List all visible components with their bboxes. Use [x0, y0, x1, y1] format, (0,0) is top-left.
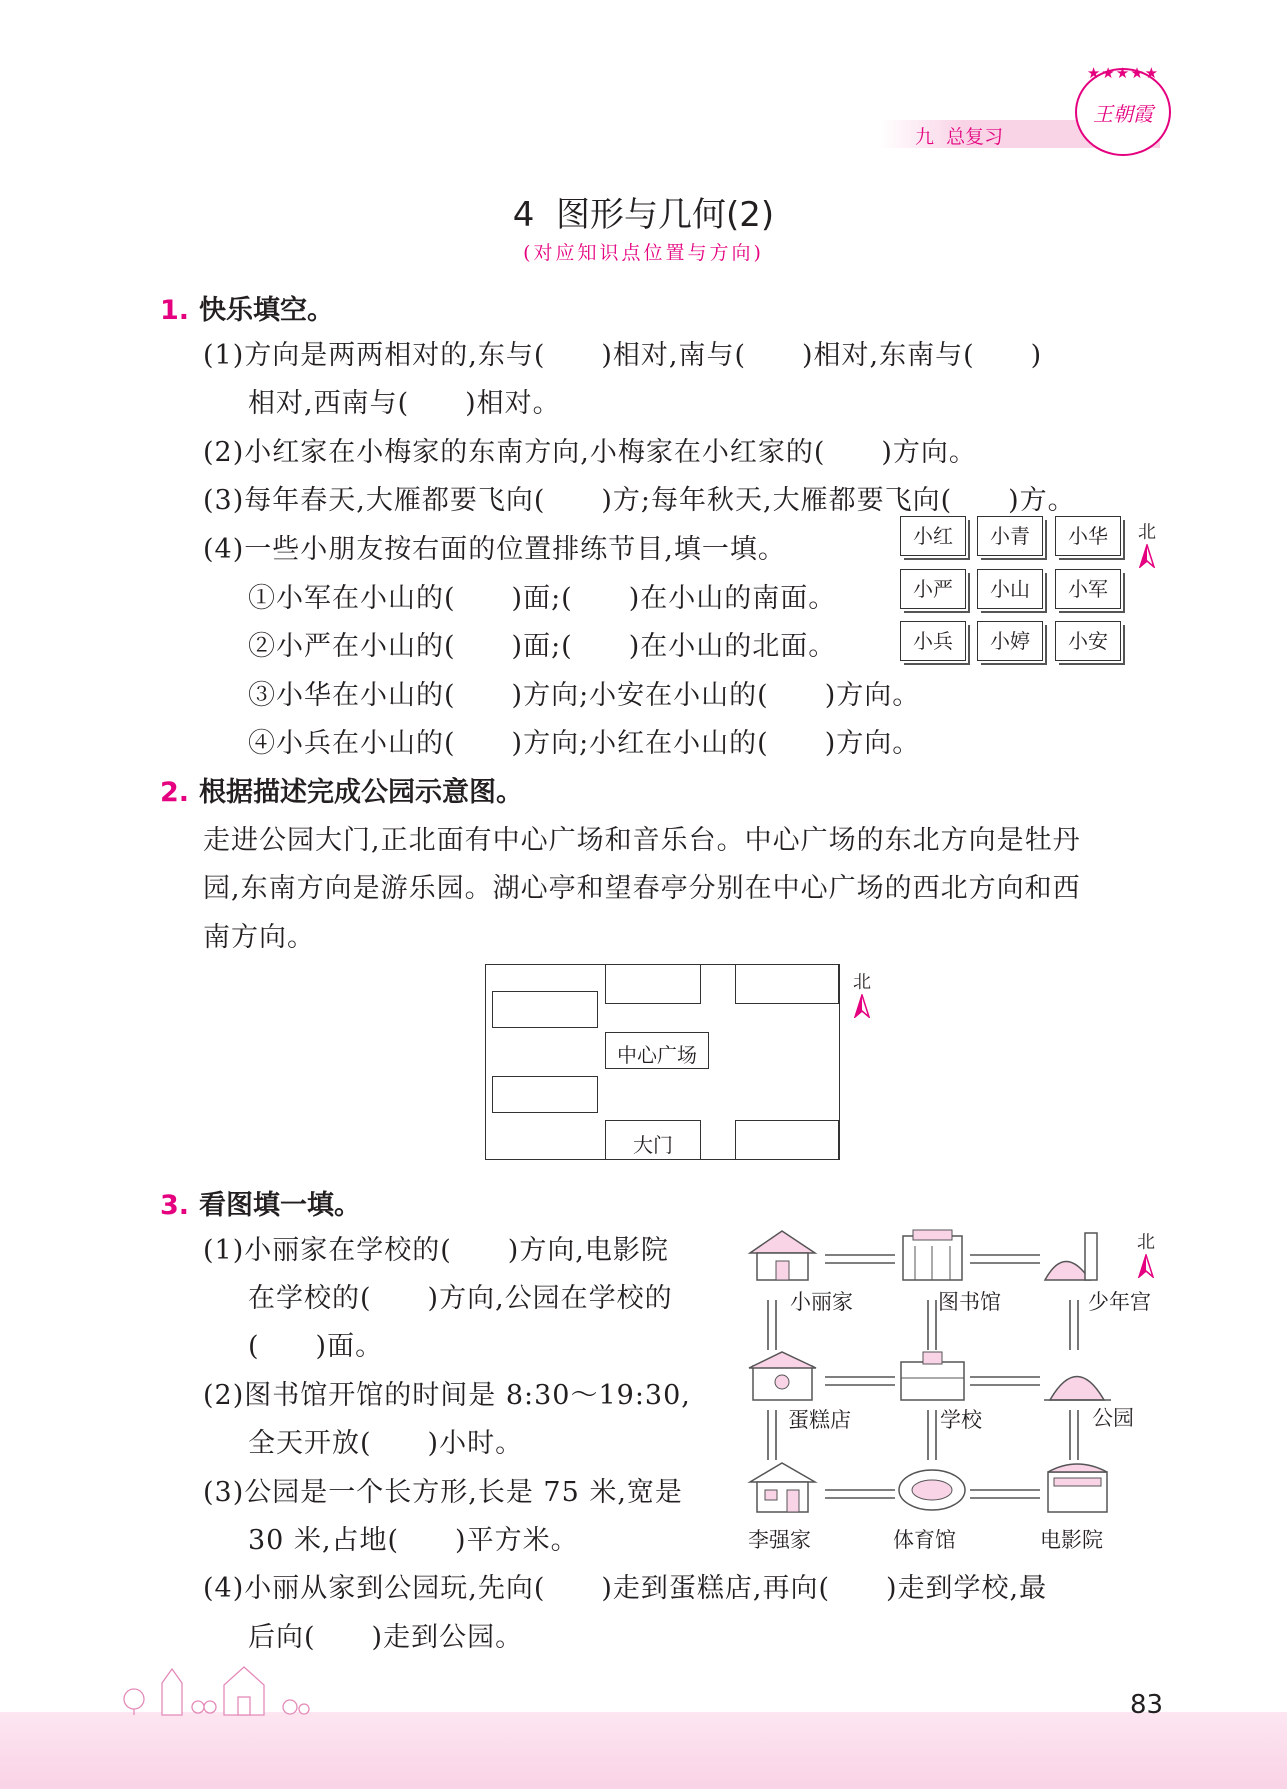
q1-line: (1)方向是两两相对的,东与( )相对,南与( )相对,东南与( ): [203, 340, 1043, 371]
q3-line: (4)小丽从家到公园玩,先向( )走到蛋糕店,再向( )走到学校,最: [203, 1573, 1048, 1604]
place-label: 公园: [1092, 1406, 1134, 1430]
north-arrow-icon: [1137, 1254, 1155, 1278]
q2-paragraph-line: 走进公园大门,正北面有中心广场和音乐台。中心广场的东北方向是牡丹: [203, 825, 1081, 856]
north-label: 北: [1138, 522, 1156, 543]
q3-number: 3.: [160, 1190, 190, 1221]
page-subtitle: (对应知识点位置与方向): [523, 242, 764, 264]
place-label: 学校: [940, 1408, 982, 1432]
north-arrow-icon: [1138, 544, 1156, 568]
map-gate: [605, 1120, 701, 1160]
place-label: 图书馆: [938, 1290, 1001, 1314]
q2-north-indicator: [848, 968, 876, 1023]
q1-line: (4)一些小朋友按右面的位置排练节目,填一填。: [203, 534, 786, 565]
map-central-square: [605, 1032, 709, 1069]
li-qiang-house-icon: [745, 1460, 820, 1515]
q1-heading: [160, 288, 334, 327]
place-label: 蛋糕店: [788, 1408, 851, 1432]
north-label: 北: [853, 972, 871, 993]
place-label: 小丽家: [790, 1290, 853, 1314]
grid-cell: 小安: [1055, 621, 1121, 661]
park-map: [485, 964, 840, 1160]
q2-title: 根据描述完成公园示意图。: [199, 777, 524, 808]
q1-line: (2)小红家在小梅家的东南方向,小梅家在小红家的( )方向。: [203, 437, 977, 468]
north-label: 北: [1137, 1232, 1155, 1253]
place-label: 电影院: [1040, 1528, 1103, 1552]
section-label: 九 总复习: [915, 126, 1004, 148]
house-icon: [745, 1228, 820, 1283]
grid-cell: 小华: [1055, 516, 1121, 556]
q1-number: 1.: [160, 295, 190, 326]
cake-shop-icon: [745, 1348, 820, 1403]
grid-cell: 小军: [1055, 569, 1121, 609]
grid-cell: 小青: [977, 516, 1043, 556]
q3-line: 在学校的( )方向,公园在学校的: [248, 1283, 673, 1314]
map-slot-top-center: [605, 964, 701, 1004]
q1-line: ③小华在小山的( )方向;小安在小山的( )方向。: [248, 680, 921, 711]
map-slot-left-bottom: [492, 1076, 598, 1113]
q3-heading: [160, 1183, 361, 1222]
q2-paragraph-line: 园,东南方向是游乐园。湖心亭和望春亭分别在中心广场的西北方向和西: [203, 873, 1081, 904]
place-label: 体育馆: [893, 1528, 956, 1552]
school-icon: [895, 1348, 970, 1403]
q3-north-indicator: [1132, 1228, 1160, 1283]
q3-line: (3)公园是一个长方形,长是 75 米,宽是: [203, 1477, 683, 1508]
park-icon: [1040, 1348, 1115, 1403]
q1-line: (3)每年春天,大雁都要飞向( )方;每年秋天,大雁都要飞向( )方。: [203, 485, 1076, 516]
q3-title: 看图填一填。: [199, 1190, 362, 1221]
place-label: 李强家: [748, 1528, 811, 1552]
map-slot-top-right: [735, 964, 839, 1004]
gym-icon: [895, 1460, 970, 1515]
north-arrow-icon: [853, 994, 871, 1018]
grid-cell: 小婷: [977, 621, 1043, 661]
q3-line: 后向( )走到公园。: [248, 1622, 524, 1653]
q1-line: ②小严在小山的( )面;( )在小山的北面。: [248, 631, 837, 662]
map-central-square-label: 中心广场: [617, 1043, 697, 1067]
q3-line: (2)图书馆开馆的时间是 8:30～19:30,: [203, 1380, 691, 1411]
library-icon: [895, 1228, 970, 1283]
logo-text: 王朝霞: [1093, 102, 1153, 126]
q3-line: ( )面。: [248, 1331, 384, 1362]
logo-badge: [1075, 64, 1171, 156]
youth-palace-icon: [1040, 1228, 1115, 1283]
q2-number: 2.: [160, 777, 190, 808]
q3-line: 全天开放( )小时。: [248, 1428, 524, 1459]
place-label: 少年宫: [1088, 1290, 1151, 1314]
q1-title: 快乐填空。: [199, 295, 335, 326]
page-number: 83: [1130, 1690, 1164, 1720]
q2-heading: [160, 770, 523, 809]
q1-line: ①小军在小山的( )面;( )在小山的南面。: [248, 583, 837, 614]
q1-north-indicator: [1132, 518, 1162, 573]
q3-line: (1)小丽家在学校的( )方向,电影院: [203, 1235, 669, 1266]
q1-line: ④小兵在小山的( )方向;小红在小山的( )方向。: [248, 728, 921, 759]
page-title: 4 图形与几何(2): [512, 195, 775, 235]
q3-line: 30 米,占地( )平方米。: [248, 1525, 579, 1556]
q1-line: 相对,西南与( )相对。: [248, 388, 561, 419]
map-slot-left-top: [492, 991, 598, 1028]
map-slot-bottom-right: [735, 1120, 839, 1160]
logo-stars-icon: ★★★★★: [1086, 64, 1160, 82]
footer-band: [0, 1712, 1287, 1789]
town-decoration-icon: [120, 1655, 320, 1717]
grid-cell: 小兵: [900, 621, 966, 661]
grid-cell: 小山: [977, 569, 1043, 609]
grid-cell: 小红: [900, 516, 966, 556]
cinema-icon: [1040, 1460, 1115, 1515]
q2-paragraph-line: 南方向。: [203, 922, 315, 953]
map-gate-label: 大门: [633, 1133, 673, 1157]
grid-cell: 小严: [900, 569, 966, 609]
